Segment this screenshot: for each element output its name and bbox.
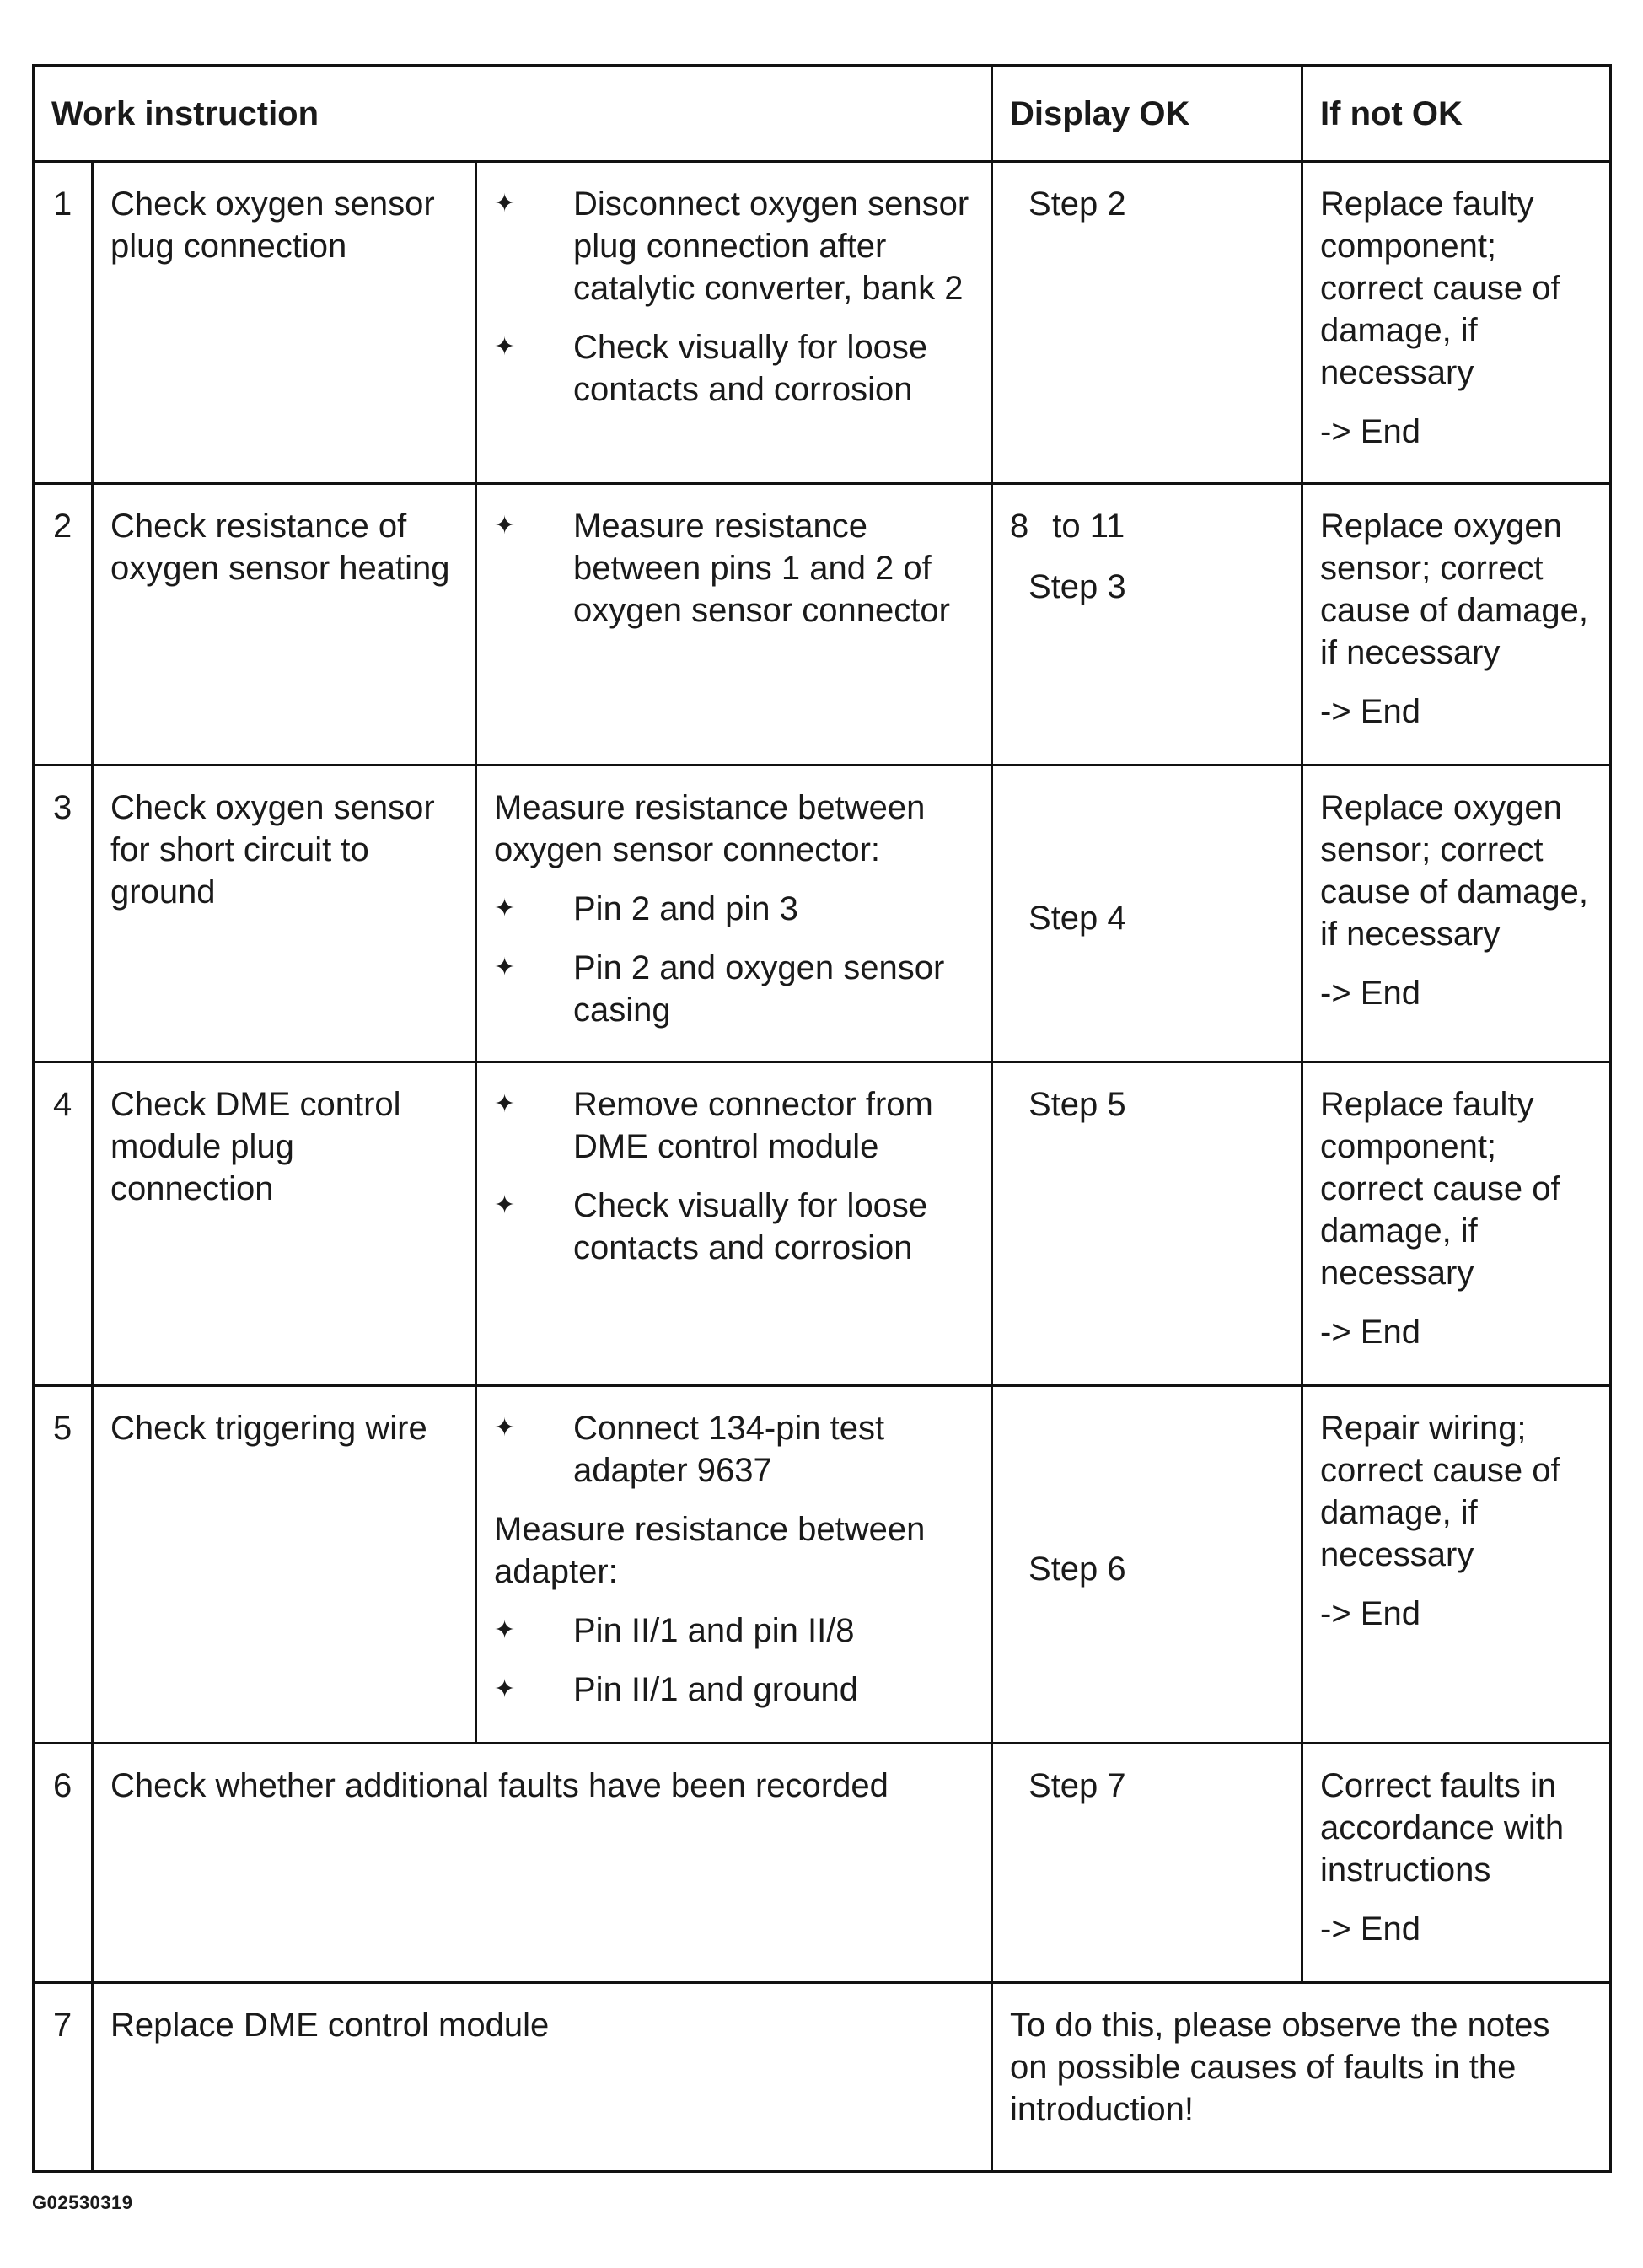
display-ok-cell: Step 5 [992, 1062, 1302, 1386]
check-description: Check resistance of oxygen sensor heating [93, 484, 476, 766]
table-row [34, 1386, 1611, 1744]
bullet-text: Pin 2 and oxygen sensor casing [573, 949, 945, 1029]
step-number: 4 [34, 1062, 93, 1386]
if-not-ok-cell [1302, 484, 1611, 766]
remedy-text: Replace faulty component; correct cause of damage, if necessary [1320, 185, 1560, 391]
check-description: Check DME control module plug connection [93, 1062, 476, 1386]
instruction-cell [476, 1062, 992, 1386]
header-work-instruction: Work instruction [34, 66, 992, 162]
step-number: 5 [34, 1386, 93, 1744]
bullet-diamond-icon: ✦ [494, 895, 516, 922]
check-description: Check whether additional faults have been recorded [93, 1744, 992, 1983]
list-item [494, 326, 974, 411]
instruction-cell [476, 484, 992, 766]
if-not-ok-cell [1302, 162, 1611, 484]
instruction-cell [476, 766, 992, 1062]
display-ok-cell: Step 6 [992, 1386, 1302, 1744]
table-row [34, 766, 1611, 1062]
header-display-ok: Display OK [992, 66, 1302, 162]
if-not-ok-cell [1302, 1386, 1611, 1744]
bullet-diamond-icon: ✦ [494, 333, 516, 361]
bullet-diamond-icon: ✦ [494, 1191, 516, 1219]
step-number: 2 [34, 484, 93, 766]
bullet-text: Disconnect oxygen sensor plug connection after catalytic converter, bank 2 [573, 185, 969, 307]
remedy-text: Replace oxygen sensor; correct cause of damage, if necessary [1320, 789, 1589, 953]
instruction-intro: Measure resistance between adapter: [494, 1511, 926, 1590]
end-marker: -> End [1320, 975, 1420, 1012]
list-item [494, 947, 974, 1031]
step-number: 3 [34, 766, 93, 1062]
bullet-text: Pin 2 and pin 3 [573, 890, 798, 927]
step-number: 7 [34, 1983, 93, 2172]
bullet-diamond-icon: ✦ [494, 1090, 516, 1118]
table-row [34, 1744, 1611, 1983]
bullet-text: Check visually for loose contacts and corrosion [573, 1187, 928, 1266]
header-row [34, 66, 1611, 162]
end-marker: -> End [1320, 1595, 1420, 1632]
range-low: 8 [1010, 508, 1029, 545]
if-not-ok-cell [1302, 766, 1611, 1062]
check-description: Check oxygen sensor plug connection [93, 162, 476, 484]
bullet-diamond-icon: ✦ [494, 1616, 516, 1644]
resistance-range [1010, 505, 1284, 547]
list-item [494, 1407, 974, 1491]
display-ok-cell [992, 484, 1302, 766]
display-ok-cell: Step 2 [992, 162, 1302, 484]
end-marker: -> End [1320, 1314, 1420, 1351]
check-description: Check oxygen sensor for short circuit to ground [93, 766, 476, 1062]
bullet-diamond-icon: ✦ [494, 1675, 516, 1703]
check-description: Check triggering wire [93, 1386, 476, 1744]
remedy-text: Repair wiring; correct cause of damage, if necessary [1320, 1410, 1560, 1573]
step-number: 1 [34, 162, 93, 484]
if-not-ok-cell [1302, 1744, 1611, 1983]
if-not-ok-cell [1302, 1062, 1611, 1386]
list-item [494, 1185, 974, 1269]
bullet-text: Connect 134-pin test adapter 9637 [573, 1410, 885, 1489]
bullet-text: Check visually for loose contacts and corrosion [573, 329, 928, 408]
instruction-intro: Measure resistance between oxygen sensor connector: [494, 789, 926, 868]
bullet-text: Remove connector from DME control module [573, 1086, 933, 1165]
bullet-diamond-icon: ✦ [494, 190, 516, 218]
list-item [494, 505, 974, 631]
bullet-text: Pin II/1 and pin II/8 [573, 1612, 855, 1649]
end-marker: -> End [1320, 413, 1420, 450]
list-item [494, 1083, 974, 1168]
table-row [34, 1062, 1611, 1386]
figure-code: G02530319 [32, 2192, 133, 2213]
bullet-diamond-icon: ✦ [494, 512, 516, 540]
range-high: to 11 [1052, 508, 1125, 545]
list-item [494, 888, 974, 930]
display-ok-cell: Step 4 [992, 766, 1302, 1062]
list-item [494, 183, 974, 309]
instruction-cell [476, 162, 992, 484]
next-step: Step 3 [1028, 568, 1126, 605]
list-item [494, 1669, 974, 1711]
table-row [34, 1983, 1611, 2172]
table-row [34, 484, 1611, 766]
instruction-cell [476, 1386, 992, 1744]
table-row [34, 162, 1611, 484]
bullet-text: Measure resistance between pins 1 and 2 of oxygen sensor connector [573, 508, 950, 629]
display-ok-cell: Step 7 [992, 1744, 1302, 1983]
check-description: Replace DME control module [93, 1983, 992, 2172]
remedy-text: Replace faulty component; correct cause of damage, if necessary [1320, 1086, 1560, 1292]
remedy-text: Replace oxygen sensor; correct cause of damage, if necessary [1320, 508, 1589, 671]
list-item [494, 1610, 974, 1652]
bullet-text: Pin II/1 and ground [573, 1671, 859, 1708]
header-if-not-ok: If not OK [1302, 66, 1611, 162]
note-cell: To do this, please observe the notes on possible causes of faults in the introduction! [992, 1983, 1611, 2172]
bullet-diamond-icon: ✦ [494, 1414, 516, 1442]
end-marker: -> End [1320, 1911, 1420, 1948]
step-number: 6 [34, 1744, 93, 1983]
bullet-diamond-icon: ✦ [494, 954, 516, 981]
end-marker: -> End [1320, 693, 1420, 730]
work-instruction-table [32, 64, 1612, 2173]
remedy-text: Correct faults in accordance with instructions [1320, 1767, 1565, 1889]
